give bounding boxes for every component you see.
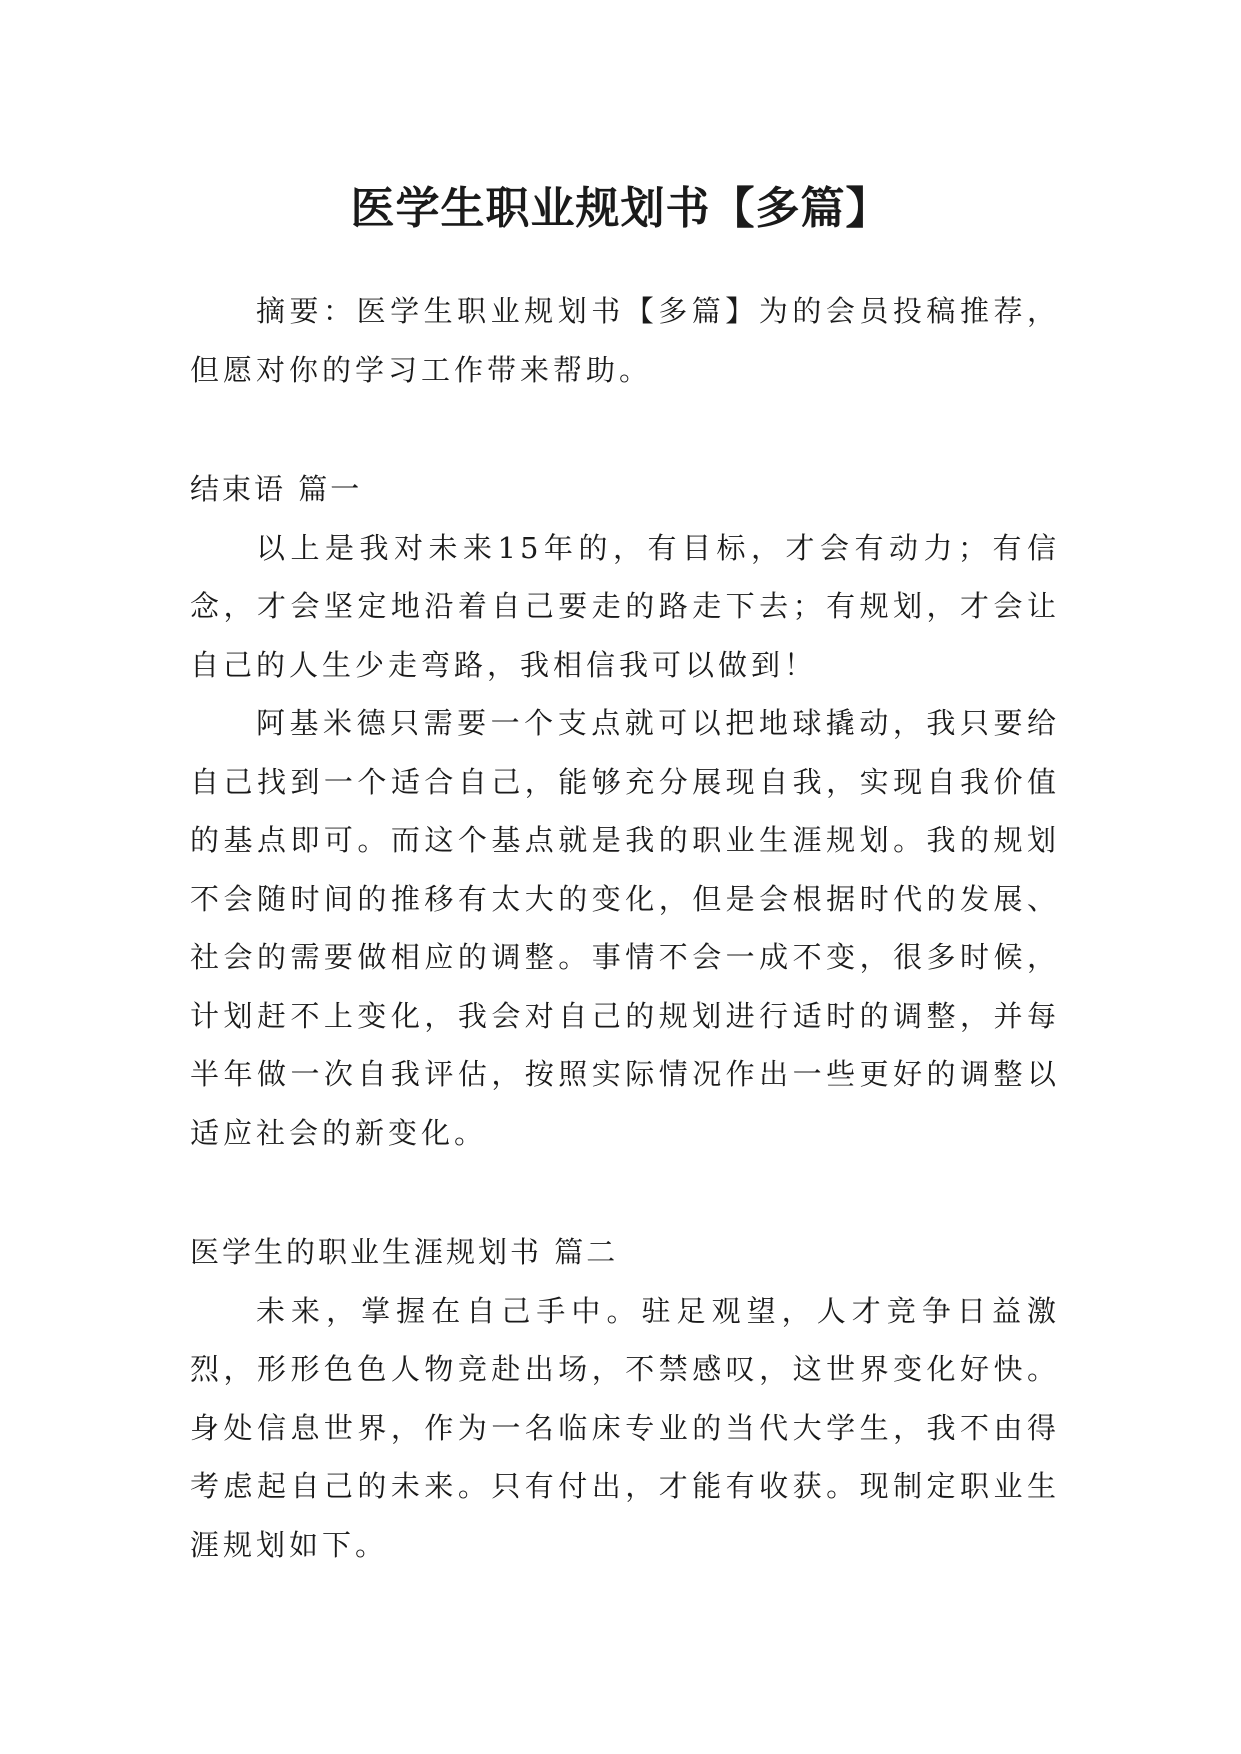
- spacer: [190, 399, 1060, 460]
- document-body: [190, 282, 1060, 1574]
- section-heading: 结束语 篇一: [190, 472, 363, 506]
- section-one: [190, 460, 1060, 1162]
- spacer: [190, 1162, 1060, 1223]
- section-paragraph: 阿基米德只需要一个支点就可以把地球撬动，我只要给自己找到一个适合自己，能够充分展现自我，实现自我价值的基点即可。而这个基点就是我的职业生涯规划。我的规划不会随时间的推移有太大的变化，但是会根据时代的发展、社会的需要做相应的调整。事情不会一成不变，很多时候，计划赶不上变化，我会对自己的规划进行适时的调整，并每半年做一次自我评估，按照实际情况作出一些更好的调整以适应社会的新变化。: [190, 706, 1060, 1150]
- summary-paragraph: 摘要：医学生职业规划书【多篇】为的会员投稿推荐，但愿对你的学习工作带来帮助。: [190, 294, 1060, 387]
- document-title: 医学生职业规划书【多篇】: [350, 183, 891, 235]
- section-paragraph: 未来，掌握在自己手中。驻足观望，人才竞争日益激烈，形形色色人物竞赴出场，不禁感叹，这世界变化好快。身处信息世界，作为一名临床专业的当代大学生，我不由得考虑起自己的未来。只有付出，才能有收获。现制定职业生涯规划如下。: [190, 1293, 1060, 1562]
- section-paragraph: 以上是我对未来15年的，有目标，才会有动力；有信念，才会坚定地沿着自己要走的路走下去；有规划，才会让自己的人生少走弯路，我相信我可以做到！: [190, 530, 1060, 682]
- section-heading: 医学生的职业生涯规划书 篇二: [190, 1235, 619, 1269]
- section-two: [190, 1223, 1060, 1574]
